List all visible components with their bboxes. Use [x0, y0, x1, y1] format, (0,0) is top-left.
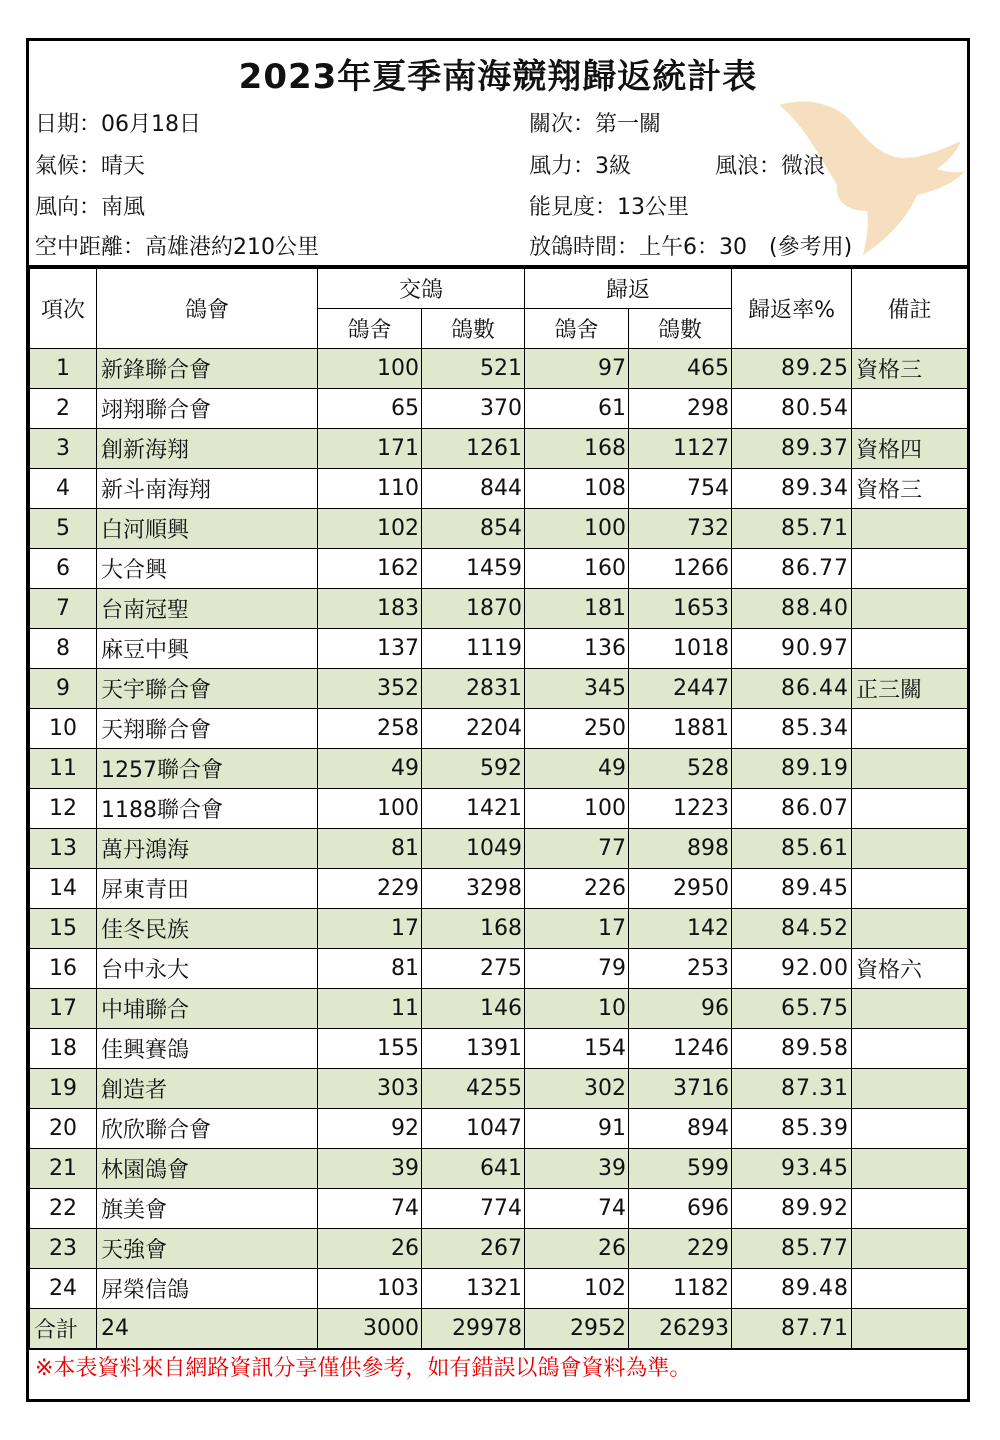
return-birds: 898 — [629, 829, 732, 869]
remark — [852, 1029, 968, 1069]
entry-birds: 1261 — [422, 429, 525, 469]
entry-birds: 1459 — [422, 549, 525, 589]
entry-lofts: 11 — [318, 989, 422, 1029]
entry-lofts: 110 — [318, 469, 422, 509]
return-birds: 1223 — [629, 789, 732, 829]
row-number: 5 — [30, 509, 97, 549]
row-number: 4 — [30, 469, 97, 509]
row-number: 8 — [30, 629, 97, 669]
release-time-text: 放鴿時間：上午6：30 (參考用) — [529, 235, 853, 260]
remark — [852, 1069, 968, 1109]
entry-birds: 3298 — [422, 869, 525, 909]
header-entry-birds: 鴿數 — [422, 309, 525, 349]
entry-birds: 2204 — [422, 709, 525, 749]
remark — [852, 1109, 968, 1149]
entry-birds: 1391 — [422, 1029, 525, 1069]
return-lofts: 77 — [525, 829, 629, 869]
return-birds: 1881 — [629, 709, 732, 749]
remark: 資格三 — [852, 349, 968, 389]
return-lofts: 100 — [525, 509, 629, 549]
wind-force-text: 風力：3級 — [529, 154, 631, 179]
entry-lofts: 100 — [318, 789, 422, 829]
table-row — [30, 1029, 968, 1069]
table-row — [30, 709, 968, 749]
remark — [852, 909, 968, 949]
return-birds: 599 — [629, 1149, 732, 1189]
total-return-birds: 26293 — [629, 1309, 732, 1349]
return-birds: 298 — [629, 389, 732, 429]
row-number: 19 — [30, 1069, 97, 1109]
remark: 資格六 — [852, 949, 968, 989]
return-lofts: 100 — [525, 789, 629, 829]
club-name: 翊翔聯合會 — [97, 389, 318, 429]
return-lofts: 91 — [525, 1109, 629, 1149]
entry-lofts: 26 — [318, 1229, 422, 1269]
club-name: 屏東青田 — [97, 869, 318, 909]
entry-lofts: 74 — [318, 1189, 422, 1229]
entry-lofts: 303 — [318, 1069, 422, 1109]
row-number: 10 — [30, 709, 97, 749]
return-rate: 89.48 — [732, 1269, 852, 1309]
return-lofts: 108 — [525, 469, 629, 509]
remark — [852, 1229, 968, 1269]
entry-lofts: 162 — [318, 549, 422, 589]
sheet-header — [29, 41, 967, 268]
entry-birds: 146 — [422, 989, 525, 1029]
club-name: 屏榮信鴿 — [97, 1269, 318, 1309]
weather-text: 氣候：晴天 — [35, 154, 146, 179]
entry-lofts: 92 — [318, 1109, 422, 1149]
entry-birds: 1049 — [422, 829, 525, 869]
return-birds: 96 — [629, 989, 732, 1029]
entry-birds: 592 — [422, 749, 525, 789]
header-rate: 歸返率% — [732, 269, 852, 349]
entry-birds: 275 — [422, 949, 525, 989]
return-lofts: 61 — [525, 389, 629, 429]
remark: 正三關 — [852, 669, 968, 709]
row-number: 3 — [30, 429, 97, 469]
table-row — [30, 949, 968, 989]
table-row — [30, 989, 968, 1029]
club-name: 天翔聯合會 — [97, 709, 318, 749]
remark — [852, 589, 968, 629]
entry-birds: 2831 — [422, 669, 525, 709]
return-lofts: 10 — [525, 989, 629, 1029]
return-rate: 85.34 — [732, 709, 852, 749]
entry-birds: 844 — [422, 469, 525, 509]
row-number: 7 — [30, 589, 97, 629]
return-birds: 229 — [629, 1229, 732, 1269]
return-lofts: 160 — [525, 549, 629, 589]
table-row — [30, 869, 968, 909]
wind-direction-text: 風向：南風 — [35, 195, 146, 220]
club-name: 佳興賽鴿 — [97, 1029, 318, 1069]
row-number: 17 — [30, 989, 97, 1029]
table-row — [30, 429, 968, 469]
entry-birds: 774 — [422, 1189, 525, 1229]
return-birds: 1018 — [629, 629, 732, 669]
entry-birds: 854 — [422, 509, 525, 549]
return-lofts: 49 — [525, 749, 629, 789]
remark — [852, 829, 968, 869]
remark: 資格四 — [852, 429, 968, 469]
entry-birds: 370 — [422, 389, 525, 429]
row-number: 1 — [30, 349, 97, 389]
row-number: 9 — [30, 669, 97, 709]
table-row — [30, 549, 968, 589]
return-lofts: 17 — [525, 909, 629, 949]
table-row — [30, 669, 968, 709]
return-birds: 1127 — [629, 429, 732, 469]
return-birds: 2447 — [629, 669, 732, 709]
stats-sheet — [26, 38, 970, 1402]
header-remark: 備註 — [852, 269, 968, 349]
return-rate: 89.92 — [732, 1189, 852, 1229]
return-birds: 142 — [629, 909, 732, 949]
entry-birds: 1119 — [422, 629, 525, 669]
return-birds: 1182 — [629, 1269, 732, 1309]
club-name: 新斗南海翔 — [97, 469, 318, 509]
remark — [852, 509, 968, 549]
entry-birds: 641 — [422, 1149, 525, 1189]
club-name: 欣欣聯合會 — [97, 1109, 318, 1149]
return-lofts: 136 — [525, 629, 629, 669]
entry-lofts: 171 — [318, 429, 422, 469]
table-row — [30, 589, 968, 629]
return-lofts: 345 — [525, 669, 629, 709]
return-rate: 86.77 — [732, 549, 852, 589]
return-rate: 84.52 — [732, 909, 852, 949]
table-row — [30, 1109, 968, 1149]
return-lofts: 97 — [525, 349, 629, 389]
entry-birds: 168 — [422, 909, 525, 949]
entry-lofts: 102 — [318, 509, 422, 549]
return-birds: 894 — [629, 1109, 732, 1149]
club-name: 台南冠聖 — [97, 589, 318, 629]
entry-lofts: 103 — [318, 1269, 422, 1309]
return-rate: 87.31 — [732, 1069, 852, 1109]
distance-text: 空中距離：高雄港約210公里 — [35, 235, 319, 260]
club-name: 台中永大 — [97, 949, 318, 989]
remark — [852, 989, 968, 1029]
return-lofts: 181 — [525, 589, 629, 629]
entry-birds: 1047 — [422, 1109, 525, 1149]
return-lofts: 39 — [525, 1149, 629, 1189]
row-number: 16 — [30, 949, 97, 989]
row-number: 11 — [30, 749, 97, 789]
return-birds: 754 — [629, 469, 732, 509]
entry-lofts: 17 — [318, 909, 422, 949]
row-number: 13 — [30, 829, 97, 869]
club-name: 白河順興 — [97, 509, 318, 549]
total-rate: 87.71 — [732, 1309, 852, 1349]
return-birds: 1246 — [629, 1029, 732, 1069]
return-birds: 2950 — [629, 869, 732, 909]
return-rate: 65.75 — [732, 989, 852, 1029]
row-number: 12 — [30, 789, 97, 829]
entry-lofts: 258 — [318, 709, 422, 749]
return-rate: 80.54 — [732, 389, 852, 429]
entry-lofts: 137 — [318, 629, 422, 669]
total-return-lofts: 2952 — [525, 1309, 629, 1349]
return-birds: 253 — [629, 949, 732, 989]
club-name: 大合興 — [97, 549, 318, 589]
entry-birds: 4255 — [422, 1069, 525, 1109]
entry-lofts: 183 — [318, 589, 422, 629]
row-number: 2 — [30, 389, 97, 429]
remark — [852, 709, 968, 749]
return-rate: 86.44 — [732, 669, 852, 709]
return-rate: 89.19 — [732, 749, 852, 789]
header-entry-lofts: 鴿舍 — [318, 309, 422, 349]
return-lofts: 74 — [525, 1189, 629, 1229]
return-rate: 89.25 — [732, 349, 852, 389]
table-row — [30, 349, 968, 389]
return-birds: 1653 — [629, 589, 732, 629]
header-item: 項次 — [30, 269, 97, 349]
remark — [852, 869, 968, 909]
club-name: 天強會 — [97, 1229, 318, 1269]
remark — [852, 549, 968, 589]
table-row — [30, 389, 968, 429]
entry-lofts: 65 — [318, 389, 422, 429]
entry-birds: 521 — [422, 349, 525, 389]
row-number: 14 — [30, 869, 97, 909]
return-lofts: 26 — [525, 1229, 629, 1269]
table-row — [30, 829, 968, 869]
remark — [852, 1189, 968, 1229]
return-rate: 90.97 — [732, 629, 852, 669]
entry-lofts: 39 — [318, 1149, 422, 1189]
table-row — [30, 789, 968, 829]
entry-lofts: 81 — [318, 949, 422, 989]
table-row — [30, 1149, 968, 1189]
return-rate: 85.77 — [732, 1229, 852, 1269]
remark: 資格三 — [852, 469, 968, 509]
entry-birds: 1421 — [422, 789, 525, 829]
table-row — [30, 1069, 968, 1109]
table-row — [30, 1269, 968, 1309]
return-birds: 732 — [629, 509, 732, 549]
row-number: 22 — [30, 1189, 97, 1229]
total-remark — [852, 1309, 968, 1349]
row-number: 18 — [30, 1029, 97, 1069]
return-rate: 85.61 — [732, 829, 852, 869]
return-rate: 85.71 — [732, 509, 852, 549]
return-stats-table — [29, 268, 968, 1349]
entry-lofts: 49 — [318, 749, 422, 789]
return-rate: 89.58 — [732, 1029, 852, 1069]
row-number: 23 — [30, 1229, 97, 1269]
entry-lofts: 229 — [318, 869, 422, 909]
remark — [852, 789, 968, 829]
return-lofts: 102 — [525, 1269, 629, 1309]
table-row — [30, 1189, 968, 1229]
entry-birds: 1870 — [422, 589, 525, 629]
total-entry-birds: 29978 — [422, 1309, 525, 1349]
row-number: 21 — [30, 1149, 97, 1189]
entry-birds: 1321 — [422, 1269, 525, 1309]
entry-lofts: 155 — [318, 1029, 422, 1069]
entry-birds: 267 — [422, 1229, 525, 1269]
total-club-count: 24 — [97, 1309, 318, 1349]
return-rate: 89.37 — [732, 429, 852, 469]
table-row — [30, 629, 968, 669]
return-lofts: 79 — [525, 949, 629, 989]
row-number: 24 — [30, 1269, 97, 1309]
return-rate: 92.00 — [732, 949, 852, 989]
date-text: 日期：06月18日 — [35, 112, 201, 137]
waves-text: 風浪：微浪 — [715, 154, 826, 179]
club-name: 萬丹鴻海 — [97, 829, 318, 869]
return-rate: 89.34 — [732, 469, 852, 509]
club-name: 麻豆中興 — [97, 629, 318, 669]
return-rate: 93.45 — [732, 1149, 852, 1189]
entry-lofts: 100 — [318, 349, 422, 389]
header-return-lofts: 鴿舍 — [525, 309, 629, 349]
stage-text: 關次：第一關 — [529, 112, 662, 137]
total-label: 合計 — [30, 1309, 97, 1349]
return-birds: 1266 — [629, 549, 732, 589]
table-row — [30, 749, 968, 789]
total-row — [30, 1309, 968, 1349]
entry-lofts: 81 — [318, 829, 422, 869]
table-row — [30, 909, 968, 949]
club-name: 1188聯合會 — [97, 789, 318, 829]
return-rate: 85.39 — [732, 1109, 852, 1149]
header-entry: 交鴿 — [318, 269, 525, 309]
remark — [852, 1149, 968, 1189]
row-number: 6 — [30, 549, 97, 589]
club-name: 天宇聯合會 — [97, 669, 318, 709]
return-birds: 465 — [629, 349, 732, 389]
return-rate: 88.40 — [732, 589, 852, 629]
return-rate: 86.07 — [732, 789, 852, 829]
page-title: 2023年夏季南海競翔歸返統計表 — [238, 57, 758, 97]
return-lofts: 250 — [525, 709, 629, 749]
return-rate: 89.45 — [732, 869, 852, 909]
disclaimer-note: ※本表資料來自網路資訊分享僅供參考，如有錯誤以鴿會資料為準。 — [29, 1349, 967, 1388]
return-birds: 696 — [629, 1189, 732, 1229]
entry-lofts: 352 — [318, 669, 422, 709]
table-row — [30, 1229, 968, 1269]
remark — [852, 389, 968, 429]
club-name: 創新海翔 — [97, 429, 318, 469]
club-name: 中埔聯合 — [97, 989, 318, 1029]
row-number: 20 — [30, 1109, 97, 1149]
club-name: 旗美會 — [97, 1189, 318, 1229]
return-lofts: 302 — [525, 1069, 629, 1109]
club-name: 新鋒聯合會 — [97, 349, 318, 389]
return-lofts: 168 — [525, 429, 629, 469]
table-row — [30, 509, 968, 549]
return-lofts: 154 — [525, 1029, 629, 1069]
header-club: 鴿會 — [97, 269, 318, 349]
total-entry-lofts: 3000 — [318, 1309, 422, 1349]
return-birds: 528 — [629, 749, 732, 789]
club-name: 創造者 — [97, 1069, 318, 1109]
club-name: 1257聯合會 — [97, 749, 318, 789]
remark — [852, 749, 968, 789]
visibility-text: 能見度：13公里 — [529, 195, 689, 220]
return-birds: 3716 — [629, 1069, 732, 1109]
club-name: 林園鴿會 — [97, 1149, 318, 1189]
remark — [852, 629, 968, 669]
club-name: 佳冬民族 — [97, 909, 318, 949]
header-returned: 歸返 — [525, 269, 732, 309]
row-number: 15 — [30, 909, 97, 949]
return-lofts: 226 — [525, 869, 629, 909]
table-row — [30, 469, 968, 509]
remark — [852, 1269, 968, 1309]
header-return-birds: 鴿數 — [629, 309, 732, 349]
